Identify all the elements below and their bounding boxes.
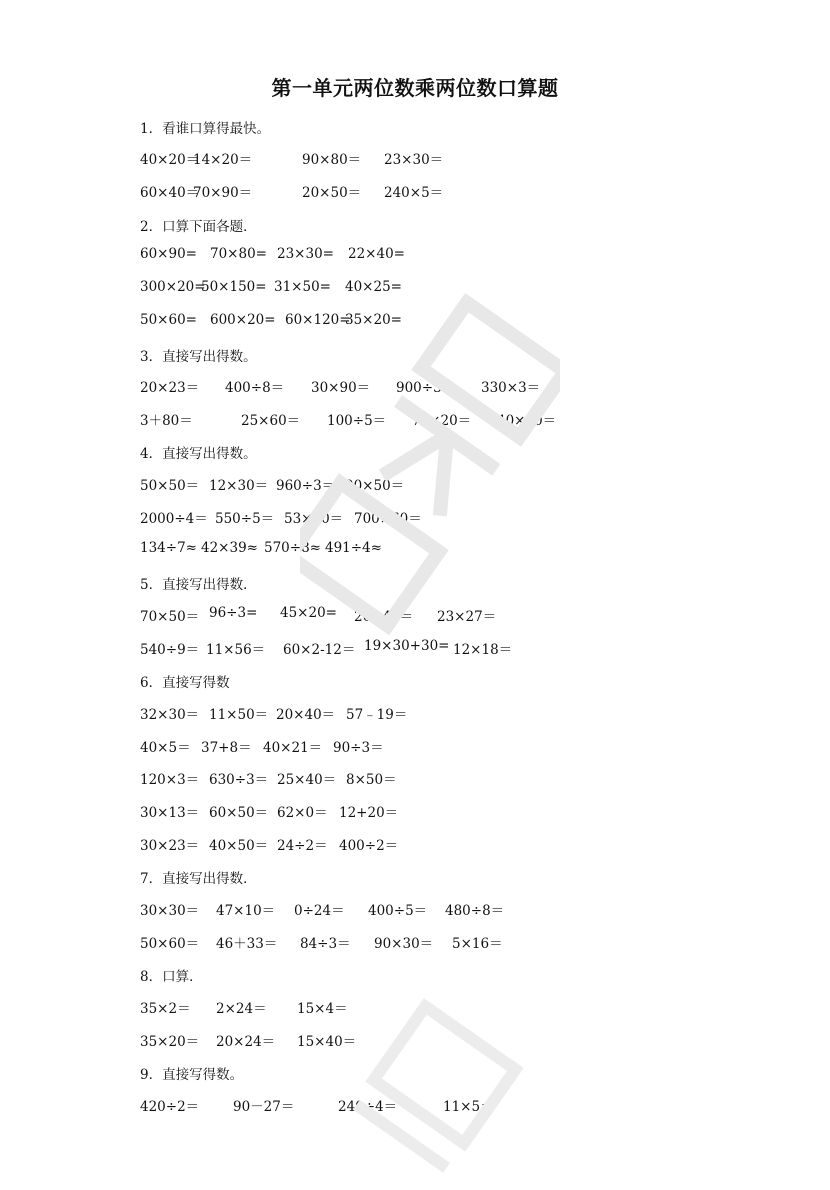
arithmetic-problem: 60×50＝ <box>209 805 269 821</box>
arithmetic-problem: 62×0＝ <box>277 805 328 821</box>
arithmetic-problem: 57﹣19＝ <box>346 707 408 723</box>
problem-row <box>0 507 830 527</box>
question-heading: 6．直接写得数 <box>140 675 230 691</box>
arithmetic-problem: 35×20= <box>345 312 402 328</box>
arithmetic-problem: 19×30+30= <box>364 638 450 654</box>
arithmetic-problem: 90×30＝ <box>374 936 434 952</box>
arithmetic-problem: 12×18＝ <box>453 642 513 658</box>
arithmetic-problem: 120×3＝ <box>140 772 200 788</box>
question-heading: 9．直接写得数。 <box>140 1067 244 1083</box>
arithmetic-problem: 84÷3＝ <box>300 936 351 952</box>
arithmetic-problem: 70×90＝ <box>193 185 253 201</box>
arithmetic-problem: 90÷3＝ <box>333 740 384 756</box>
problem-row <box>0 703 830 723</box>
arithmetic-problem: 60×40＝ <box>140 185 200 201</box>
arithmetic-problem: 134÷7≈ <box>140 540 197 556</box>
arithmetic-problem: 420÷2＝ <box>140 1099 200 1115</box>
arithmetic-problem: 300×20= <box>140 279 206 295</box>
problem-row <box>0 801 830 821</box>
arithmetic-problem: 700×60＝ <box>354 511 422 527</box>
arithmetic-problem: 30×13＝ <box>140 805 200 821</box>
arithmetic-problem: 540÷9＝ <box>140 642 200 658</box>
problem-row <box>0 246 830 266</box>
arithmetic-problem: 480÷8＝ <box>445 903 505 919</box>
problem-row <box>0 312 830 332</box>
problem-row <box>0 540 830 560</box>
arithmetic-problem: 2×24＝ <box>216 1001 267 1017</box>
problem-row <box>0 638 830 658</box>
problem-row <box>0 376 830 396</box>
arithmetic-problem: 12+20＝ <box>339 805 399 821</box>
arithmetic-problem: 14×20＝ <box>193 152 253 168</box>
arithmetic-problem: 2000÷4＝ <box>140 511 208 527</box>
problem-row <box>0 899 830 919</box>
problem-row <box>0 181 830 201</box>
arithmetic-problem: 550÷5＝ <box>215 511 275 527</box>
arithmetic-problem: 330×3＝ <box>481 380 541 396</box>
arithmetic-problem: 70×50＝ <box>140 609 200 625</box>
arithmetic-problem: 25×60＝ <box>241 413 301 429</box>
problem-row <box>0 932 830 952</box>
problem-row <box>0 997 830 1017</box>
problem-row <box>0 409 830 429</box>
arithmetic-problem: 90×50＝ <box>345 478 405 494</box>
problem-row <box>0 279 830 299</box>
arithmetic-problem: 45×20= <box>280 605 337 621</box>
arithmetic-problem: 90－27＝ <box>233 1099 295 1115</box>
problem-row <box>0 1030 830 1050</box>
arithmetic-problem: 23×30= <box>277 246 334 262</box>
arithmetic-problem: 47×10＝ <box>216 903 276 919</box>
problem-row <box>0 768 830 788</box>
arithmetic-problem: 90×80＝ <box>302 152 362 168</box>
arithmetic-problem: 40×20＝ <box>140 152 200 168</box>
arithmetic-problem: 400÷8＝ <box>225 380 285 396</box>
arithmetic-problem: 23×30＝ <box>384 152 444 168</box>
problem-row <box>0 1095 830 1115</box>
arithmetic-problem: 46＋33＝ <box>216 936 278 952</box>
question-heading: 8．口算． <box>140 969 203 985</box>
arithmetic-problem: 400÷2＝ <box>339 838 399 854</box>
question-heading: 2．口算下面各题． <box>140 219 257 235</box>
arithmetic-problem: 60×90= <box>140 246 197 262</box>
page-title: 第一单元两位数乘两位数口算题 <box>271 76 559 100</box>
arithmetic-problem: 20×40＝ <box>276 707 336 723</box>
arithmetic-problem: 40×50＝ <box>497 413 557 429</box>
arithmetic-problem: 400÷5＝ <box>368 903 428 919</box>
problem-row <box>0 605 830 625</box>
arithmetic-problem: 40×25= <box>345 279 402 295</box>
arithmetic-problem: 25×40＝ <box>277 772 337 788</box>
arithmetic-problem: 100÷5＝ <box>327 413 387 429</box>
question-heading: 7．直接写出得数． <box>140 871 257 887</box>
arithmetic-problem: 5×16＝ <box>452 936 503 952</box>
arithmetic-problem: 240×5＝ <box>384 185 444 201</box>
arithmetic-problem: 240÷4＝ <box>338 1099 398 1115</box>
arithmetic-problem: 20×41＝ <box>354 609 414 625</box>
arithmetic-problem: 11×50＝ <box>209 707 269 723</box>
arithmetic-problem: 630÷3＝ <box>209 772 269 788</box>
arithmetic-problem: 30×90＝ <box>311 380 371 396</box>
arithmetic-problem: 491÷4≈ <box>325 540 382 556</box>
question-heading: 4．直接写出得数。 <box>140 446 257 462</box>
arithmetic-problem: 31×50= <box>274 279 331 295</box>
arithmetic-problem: 37+8＝ <box>201 740 252 756</box>
arithmetic-problem: 960÷3＝ <box>276 478 336 494</box>
arithmetic-problem: 24÷2＝ <box>277 838 328 854</box>
arithmetic-problem: 12×30＝ <box>209 478 269 494</box>
arithmetic-problem: 30×30＝ <box>140 903 200 919</box>
arithmetic-problem: 32×30＝ <box>140 707 200 723</box>
question-heading: 3．直接写出得数。 <box>140 349 257 365</box>
arithmetic-problem: 35×2＝ <box>140 1001 191 1017</box>
arithmetic-problem: 40×50＝ <box>209 838 269 854</box>
arithmetic-problem: 72×20＝ <box>412 413 472 429</box>
arithmetic-problem: 0÷24＝ <box>294 903 345 919</box>
question-heading: 5．直接写出得数． <box>140 577 257 593</box>
problem-row <box>0 474 830 494</box>
arithmetic-problem: 15×4＝ <box>297 1001 348 1017</box>
arithmetic-problem: 40×21＝ <box>263 740 323 756</box>
arithmetic-problem: 20×24＝ <box>216 1034 276 1050</box>
question-heading: 1．看谁口算得最快。 <box>140 121 271 137</box>
arithmetic-problem: 60×2-12＝ <box>283 642 356 658</box>
arithmetic-problem: 11×56＝ <box>206 642 266 658</box>
arithmetic-problem: 53×20＝ <box>284 511 344 527</box>
arithmetic-problem: 42×39≈ <box>201 540 258 556</box>
arithmetic-problem: 900÷3＝ <box>396 380 456 396</box>
arithmetic-problem: 23×27＝ <box>437 609 497 625</box>
arithmetic-problem: 22×40= <box>348 246 405 262</box>
problem-row <box>0 834 830 854</box>
arithmetic-problem: 50×60＝ <box>140 936 200 952</box>
arithmetic-problem: 20×50＝ <box>302 185 362 201</box>
arithmetic-problem: 50×150= <box>201 279 267 295</box>
arithmetic-problem: 50×50＝ <box>140 478 200 494</box>
watermark-corner-icon <box>330 990 550 1190</box>
arithmetic-problem: 50×60= <box>140 312 197 328</box>
arithmetic-problem: 70×80= <box>210 246 267 262</box>
arithmetic-problem: 11×5＝ <box>443 1099 494 1115</box>
arithmetic-problem: 30×23＝ <box>140 838 200 854</box>
arithmetic-problem: 20×23＝ <box>140 380 200 396</box>
arithmetic-problem: 600×20= <box>210 312 276 328</box>
arithmetic-problem: 570÷8≈ <box>264 540 321 556</box>
arithmetic-problem: 96÷3= <box>209 605 258 621</box>
arithmetic-problem: 35×20＝ <box>140 1034 200 1050</box>
arithmetic-problem: 3＋80＝ <box>140 413 193 429</box>
problem-row <box>0 148 830 168</box>
problem-row <box>0 736 830 756</box>
arithmetic-problem: 60×120= <box>285 312 351 328</box>
arithmetic-problem: 40×5＝ <box>140 740 191 756</box>
arithmetic-problem: 8×50＝ <box>346 772 397 788</box>
arithmetic-problem: 15×40＝ <box>297 1034 357 1050</box>
